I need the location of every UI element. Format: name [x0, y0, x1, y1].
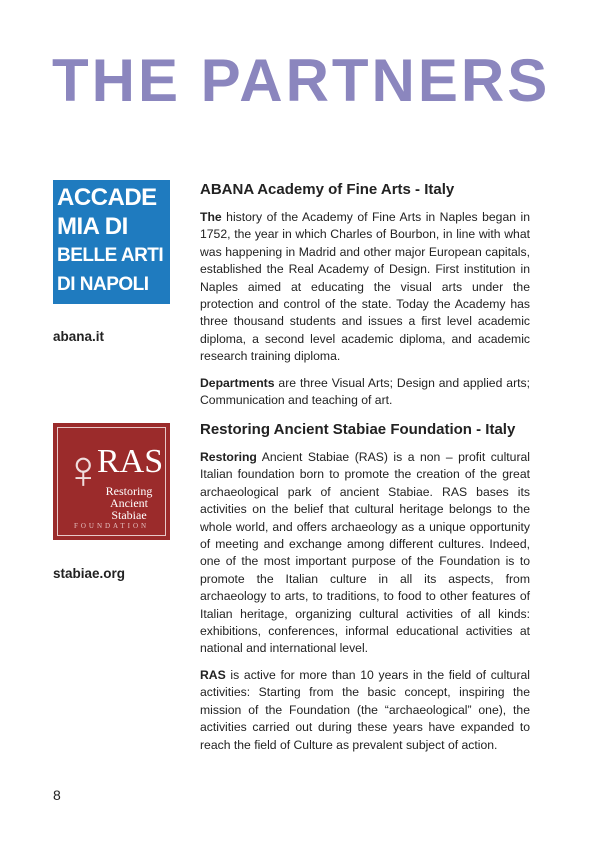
ras-heading: Restoring Ancient Stabiae Foundation - Italy	[200, 421, 516, 438]
logo-line: BELLE ARTI	[57, 245, 164, 266]
page-number: 8	[53, 787, 61, 803]
ras-paragraph-1: Restoring Ancient Stabiae (RAS) is a non – profit cultural Italian foundation born to promote the creation of the great archaeological park of ancient Stabiae. RAS bases its activities on the belief that cultural heritage belongs to the whole world, and offers archaeology as a unique opportunity of meeting and exchange among different cultures. Indeed, one of the most important purpose of the Foundation is to promote the Italian culture in all its aspects, from archaeology to arts, to traditions, to food to other features of Italian heritage, organizing cultural activities of all kinds: exhibitions, conferences, informal educational activities at national and international level.	[200, 450, 530, 656]
logo-sub: Restoring Ancient Stabiae	[105, 484, 153, 522]
logo-line: DI NAPOLI	[57, 274, 149, 295]
abana-logo	[53, 180, 170, 304]
logo-line: ACCADE	[57, 184, 157, 211]
logo-main: RAS	[97, 443, 164, 480]
abana-website-link[interactable]: abana.it	[53, 329, 105, 344]
abana-paragraph-2: Departments are three Visual Arts; Design and applied arts; Communication and teaching of art.	[200, 375, 530, 408]
ras-foundation-logo	[53, 423, 170, 540]
abana-heading: ABANA Academy of Fine Arts - Italy	[200, 181, 455, 198]
logo-line: MIA DI	[57, 213, 128, 240]
ras-section	[200, 421, 530, 763]
page-title: THE PARTNERS	[52, 47, 551, 114]
stabiae-website-link[interactable]: stabiae.org	[53, 566, 126, 581]
ras-paragraph-2: RAS is active for more than 10 years in the field of cultural activities: Starting from the basic concept, inspiring the mission of the Foundation (the “archaeological” one), the activities carried out during these years have expanded to reach the field of Culture as prevalent subject of action.	[200, 667, 530, 752]
logo-foundation: FOUNDATION	[73, 522, 150, 530]
abana-paragraph-1: The history of the Academy of Fine Arts in Naples began in 1752, the year in which Charles of Bourbon, in line with what was happening in Madrid and other major European capitals, established the Real Academy of Design. First institution in Naples aimed at educating the visual arts under the protection and control of the state. Today the Academy has three thousand students and issues a first level academic diploma, a second level academic diploma, and academic research training diploma.	[200, 210, 530, 364]
statue-figure-icon: ♀	[63, 440, 104, 500]
abana-section	[200, 181, 530, 418]
